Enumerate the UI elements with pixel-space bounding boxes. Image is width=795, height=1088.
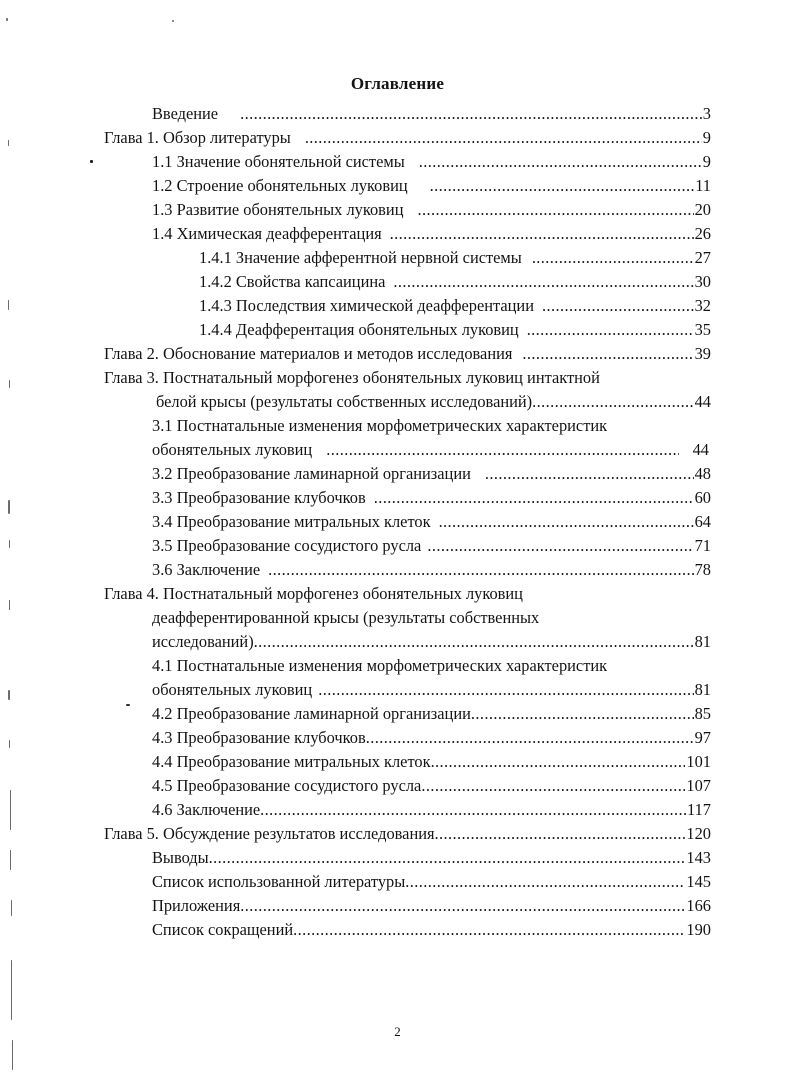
- toc-entry-abbreviations[interactable]: Список сокращений ..... 190: [152, 920, 711, 944]
- toc-entry-3-6[interactable]: 3.6 Заключение ..... 78: [152, 560, 711, 584]
- scan-speck: [126, 704, 130, 706]
- toc-entry-chapter-4-line-1[interactable]: Глава 4. Постнатальный морфогенез обонятельных луковиц: [104, 584, 523, 603]
- toc-entry-references[interactable]: Список использованной литературы ..... 145: [152, 872, 711, 896]
- toc-entry-4-1-line-2[interactable]: обонятельных луковиц ..... 81: [152, 680, 711, 704]
- toc-entry-1-4[interactable]: 1.4 Химическая деафферентация ..... 26: [152, 224, 711, 248]
- scan-speck: [9, 540, 10, 548]
- toc-entry-1-4-2[interactable]: 1.4.2 Свойства капсаицина ..... 30: [199, 272, 711, 296]
- scan-speck: [8, 140, 9, 146]
- toc-entry-1-3[interactable]: 1.3 Развитие обонятельных луковиц ..... 20: [152, 200, 711, 224]
- toc-entry-3-1-line-2[interactable]: обонятельных луковиц ..... 44: [152, 440, 709, 464]
- scan-speck: [6, 18, 8, 21]
- scan-speck: [8, 300, 9, 310]
- scan-speck: [10, 850, 11, 870]
- leader-dots: [417, 200, 693, 220]
- scan-speck: [9, 380, 10, 388]
- scan-speck: [12, 1040, 13, 1070]
- leader-dots: [419, 152, 702, 172]
- scan-speck: [8, 690, 10, 700]
- leader-dots: [532, 392, 693, 412]
- toc-entry-chapter-2[interactable]: Глава 2. Обоснование материалов и методов исследования ..... 39: [104, 344, 711, 368]
- toc-entry-3-3[interactable]: 3.3 Преобразование клубочков ..... 60: [152, 488, 711, 512]
- scan-speck: [9, 600, 10, 610]
- leader-dots: [318, 680, 693, 700]
- leader-dots: [527, 320, 694, 340]
- toc-entry-4-3[interactable]: 4.3 Преобразование клубочков ..... 97: [152, 728, 711, 752]
- leader-dots: [374, 488, 694, 508]
- leader-dots: [421, 776, 685, 796]
- leader-dots: [542, 296, 694, 316]
- toc-entry-1-2[interactable]: 1.2 Строение обонятельных луковиц ..... 11: [152, 176, 711, 200]
- toc-entry-3-4[interactable]: 3.4 Преобразование митральных клеток ..... 64: [152, 512, 711, 536]
- leader-dots: [405, 872, 685, 892]
- toc-entry-1-4-1[interactable]: 1.4.1 Значение афферентной нервной системы ..... 27: [199, 248, 711, 272]
- leader-dots: [240, 896, 685, 916]
- toc-entry-chapter-4-line-2[interactable]: деафферентированной крысы (результаты собственных: [152, 608, 540, 627]
- toc-entry-1-4-4[interactable]: 1.4.4 Деафферентация обонятельных луковиц ..... 35: [199, 320, 711, 344]
- leader-dots: [260, 800, 686, 820]
- toc-entry-4-5[interactable]: 4.5 Преобразование сосудистого русла ..... 107: [152, 776, 711, 800]
- leader-dots: [305, 128, 702, 148]
- leader-dots: [366, 728, 694, 748]
- toc-entry-4-6[interactable]: 4.6 Заключение ..... 117: [152, 800, 711, 824]
- leader-dots: [427, 536, 693, 556]
- leader-dots: [254, 632, 694, 652]
- leader-dots: [471, 704, 694, 724]
- toc-entry-intro[interactable]: Введение ..... 3: [152, 104, 711, 128]
- leader-dots: [485, 464, 694, 484]
- toc-entry-chapter-3-line-1[interactable]: Глава 3. Постнатальный морфогенез обонятельных луковиц интактной: [104, 368, 600, 387]
- toc-entry-3-5[interactable]: 3.5 Преобразование сосудистого русла ..... 71: [152, 536, 711, 560]
- toc-entry-4-2[interactable]: 4.2 Преобразование ламинарной организации ..... 85: [152, 704, 711, 728]
- scan-speck: [11, 900, 12, 916]
- toc-entry-chapter-3-line-2[interactable]: белой крысы (результаты собственных исследований) ..... 44: [156, 392, 711, 416]
- scan-speck: [8, 500, 10, 514]
- leader-dots: [532, 248, 694, 268]
- toc-entry-chapter-5[interactable]: Глава 5. Обсуждение результатов исследования ..... 120: [104, 824, 711, 848]
- toc-entry-appendices[interactable]: Приложения ..... 166: [152, 896, 711, 920]
- toc-entry-conclusions[interactable]: Выводы ..... 143: [152, 848, 711, 872]
- leader-dots: [293, 920, 685, 940]
- leader-dots: [522, 344, 693, 364]
- leader-dots: [439, 512, 694, 532]
- scan-speck: [90, 160, 93, 163]
- leader-dots: [430, 176, 695, 196]
- leader-dots: [240, 104, 702, 124]
- scan-speck: [9, 740, 10, 748]
- toc-entry-4-4[interactable]: 4.4 Преобразование митральных клеток ..... 101: [152, 752, 711, 776]
- toc-entry-3-2[interactable]: 3.2 Преобразование ламинарной организации ..... 48: [152, 464, 711, 488]
- toc-entry-4-1-line-1[interactable]: 4.1 Постнатальные изменения морфометрических характеристик: [152, 656, 608, 675]
- toc-entry-chapter-1[interactable]: Глава 1. Обзор литературы ..... 9: [104, 128, 711, 152]
- leader-dots: [393, 272, 693, 292]
- toc-entry-1-1[interactable]: 1.1 Значение обонятельной системы ..... 9: [152, 152, 711, 176]
- page-title: Оглавление: [350, 74, 445, 93]
- leader-dots: [435, 824, 686, 844]
- page-number: 2: [394, 1024, 401, 1039]
- toc-entry-3-1-line-1[interactable]: 3.1 Постнатальные изменения морфометрических характеристик: [152, 416, 608, 435]
- leader-dots: [390, 224, 694, 244]
- leader-dots: [431, 752, 686, 772]
- toc-entry-chapter-4-line-3[interactable]: исследований) ..... 81: [152, 632, 711, 656]
- scan-speck: [11, 960, 12, 1020]
- leader-dots: [326, 440, 678, 460]
- toc-entry-1-4-3[interactable]: 1.4.3 Последствия химической деафферентации ..... 32: [199, 296, 711, 320]
- scan-speck: [172, 20, 174, 22]
- leader-dots: [209, 848, 686, 868]
- scan-speck: [10, 790, 11, 830]
- leader-dots: [268, 560, 693, 580]
